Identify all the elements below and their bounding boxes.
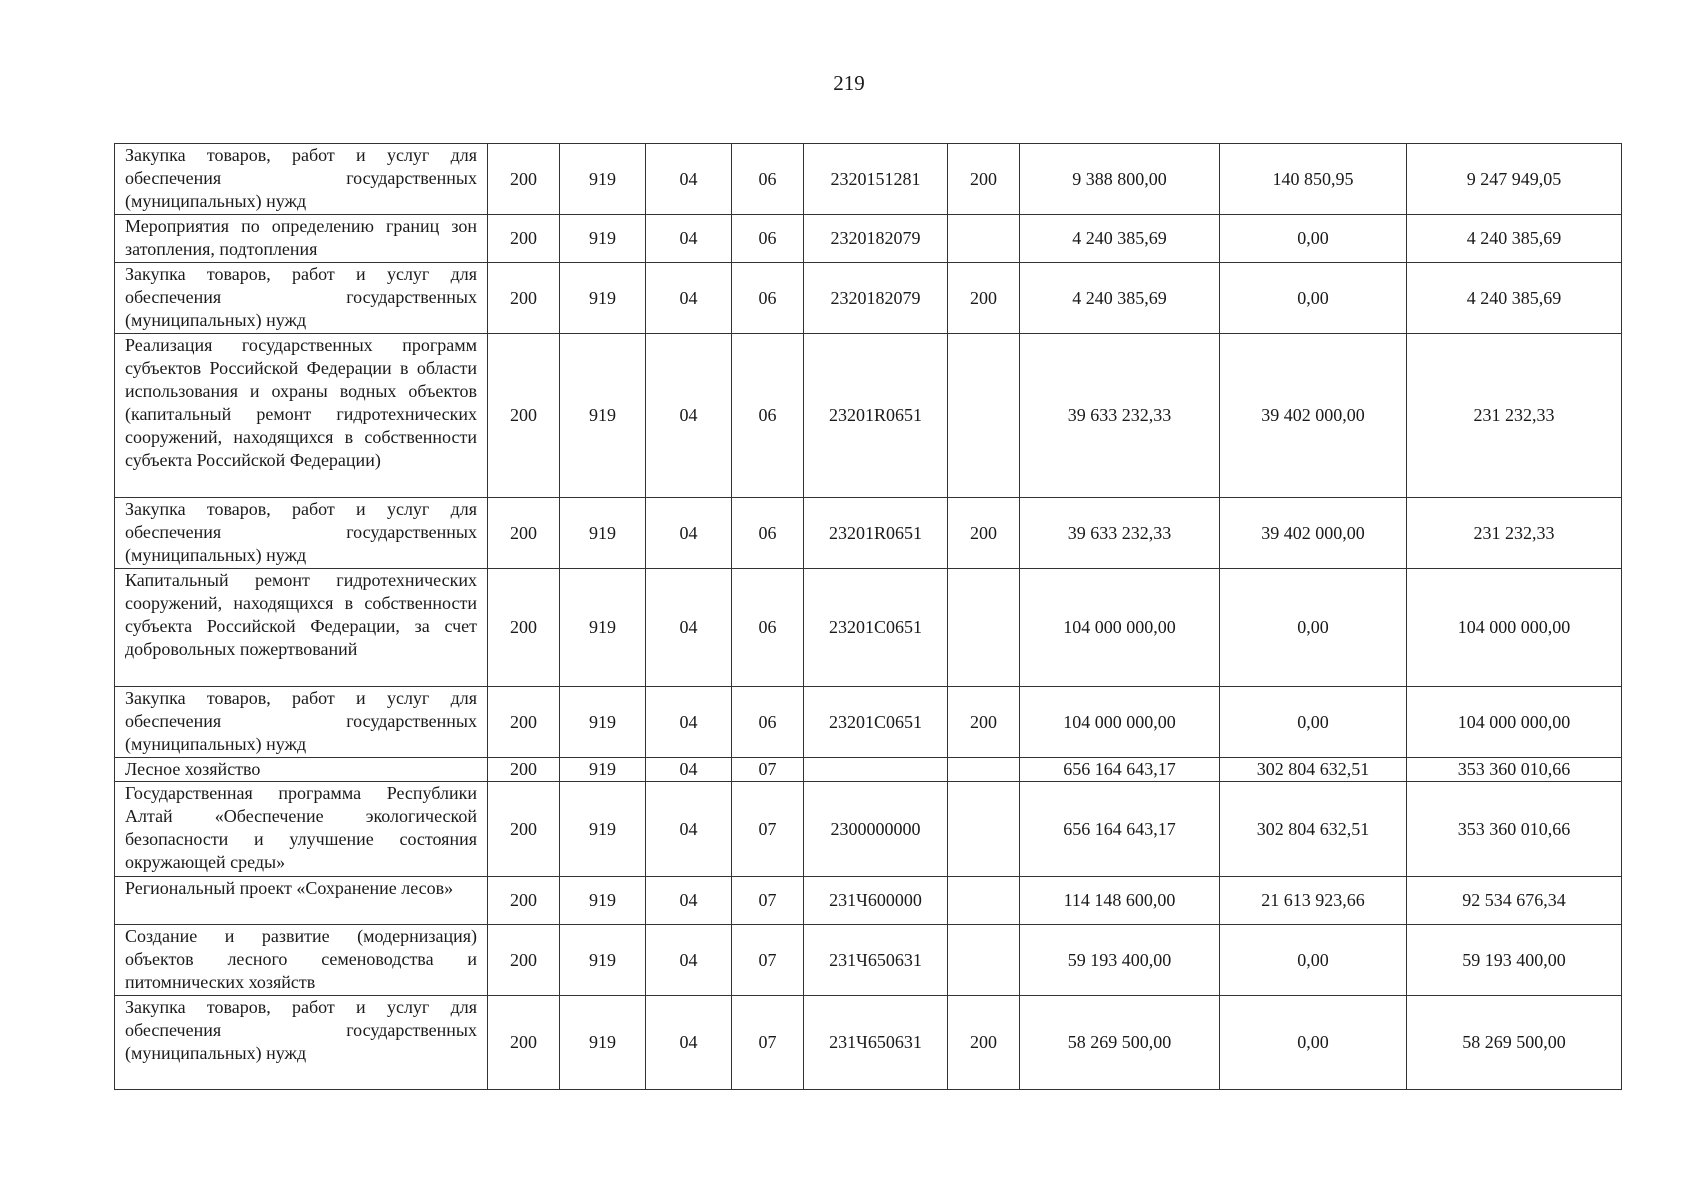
cell-amount-3: 4 240 385,69 (1407, 263, 1622, 334)
cell-target-code: 23201R0651 (804, 498, 948, 569)
cell-code-1: 200 (488, 758, 560, 782)
cell-section: 04 (646, 925, 732, 996)
table-row (115, 498, 1622, 569)
cell-expense-type: 200 (948, 263, 1020, 334)
cell-target-code: 231Ч650631 (804, 925, 948, 996)
cell-code-1: 200 (488, 877, 560, 925)
cell-expense-type (948, 569, 1020, 687)
cell-amount-1: 58 269 500,00 (1020, 996, 1220, 1090)
cell-target-code: 2320182079 (804, 215, 948, 263)
cell-expense-type: 200 (948, 996, 1020, 1090)
cell-target-code: 2300000000 (804, 782, 948, 877)
cell-code-2: 919 (560, 925, 646, 996)
cell-code-2: 919 (560, 758, 646, 782)
cell-amount-3: 353 360 010,66 (1407, 782, 1622, 877)
cell-amount-3: 59 193 400,00 (1407, 925, 1622, 996)
cell-target-code: 23201С0651 (804, 569, 948, 687)
cell-amount-1: 656 164 643,17 (1020, 758, 1220, 782)
cell-amount-2: 0,00 (1220, 569, 1407, 687)
cell-amount-1: 9 388 800,00 (1020, 144, 1220, 215)
cell-code-2: 919 (560, 877, 646, 925)
cell-subsection: 07 (732, 758, 804, 782)
cell-amount-3: 104 000 000,00 (1407, 687, 1622, 758)
cell-section: 04 (646, 263, 732, 334)
table-row (115, 996, 1622, 1090)
cell-code-1: 200 (488, 334, 560, 498)
budget-table (114, 143, 1622, 1090)
cell-amount-3: 104 000 000,00 (1407, 569, 1622, 687)
cell-amount-1: 104 000 000,00 (1020, 569, 1220, 687)
cell-amount-2: 0,00 (1220, 215, 1407, 263)
cell-code-2: 919 (560, 782, 646, 877)
cell-subsection: 07 (732, 877, 804, 925)
cell-section: 04 (646, 877, 732, 925)
cell-section: 04 (646, 687, 732, 758)
cell-subsection: 06 (732, 263, 804, 334)
cell-name: Капитальный ремонт гидротехнических сооружений, находящихся в собственности субъекта Российской Федерации, за счет добровольных пожертвований (115, 569, 488, 687)
cell-target-code: 231Ч650631 (804, 996, 948, 1090)
cell-amount-2: 302 804 632,51 (1220, 758, 1407, 782)
cell-name: Региональный проект «Сохранение лесов» (115, 877, 488, 925)
cell-amount-3: 4 240 385,69 (1407, 215, 1622, 263)
cell-code-1: 200 (488, 782, 560, 877)
cell-section: 04 (646, 144, 732, 215)
cell-name: Создание и развитие (модернизация) объектов лесного семеноводства и питомнических хозяйств (115, 925, 488, 996)
cell-amount-2: 0,00 (1220, 263, 1407, 334)
table-row (115, 877, 1622, 925)
cell-code-1: 200 (488, 498, 560, 569)
cell-code-2: 919 (560, 334, 646, 498)
cell-code-1: 200 (488, 925, 560, 996)
cell-expense-type: 200 (948, 498, 1020, 569)
cell-code-2: 919 (560, 569, 646, 687)
cell-code-2: 919 (560, 996, 646, 1090)
cell-target-code (804, 758, 948, 782)
cell-code-1: 200 (488, 569, 560, 687)
cell-section: 04 (646, 782, 732, 877)
cell-name: Лесное хозяйство (115, 758, 488, 782)
cell-amount-1: 39 633 232,33 (1020, 334, 1220, 498)
table-row (115, 758, 1622, 782)
cell-expense-type (948, 334, 1020, 498)
cell-expense-type (948, 877, 1020, 925)
cell-section: 04 (646, 996, 732, 1090)
table-row (115, 215, 1622, 263)
table-row (115, 334, 1622, 498)
cell-subsection: 06 (732, 334, 804, 498)
cell-subsection: 06 (732, 498, 804, 569)
cell-code-1: 200 (488, 996, 560, 1090)
cell-amount-2: 21 613 923,66 (1220, 877, 1407, 925)
cell-expense-type (948, 925, 1020, 996)
table-row (115, 263, 1622, 334)
cell-amount-2: 39 402 000,00 (1220, 334, 1407, 498)
cell-code-1: 200 (488, 215, 560, 263)
cell-expense-type (948, 782, 1020, 877)
cell-name: Закупка товаров, работ и услуг для обеспечения государственных (муниципальных) нужд (115, 263, 488, 334)
table-row (115, 782, 1622, 877)
cell-subsection: 07 (732, 782, 804, 877)
cell-amount-1: 4 240 385,69 (1020, 263, 1220, 334)
cell-expense-type (948, 215, 1020, 263)
cell-code-2: 919 (560, 215, 646, 263)
cell-target-code: 23201R0651 (804, 334, 948, 498)
cell-amount-1: 104 000 000,00 (1020, 687, 1220, 758)
cell-amount-2: 0,00 (1220, 996, 1407, 1090)
cell-subsection: 06 (732, 687, 804, 758)
cell-code-2: 919 (560, 498, 646, 569)
table-body (115, 144, 1622, 1090)
cell-code-2: 919 (560, 144, 646, 215)
cell-section: 04 (646, 215, 732, 263)
cell-section: 04 (646, 334, 732, 498)
cell-name: Закупка товаров, работ и услуг для обеспечения государственных (муниципальных) нужд (115, 498, 488, 569)
cell-amount-2: 0,00 (1220, 925, 1407, 996)
cell-code-2: 919 (560, 263, 646, 334)
cell-expense-type: 200 (948, 144, 1020, 215)
cell-amount-1: 4 240 385,69 (1020, 215, 1220, 263)
cell-name: Государственная программа Республики Алтай «Обеспечение экологической безопасности и улучшение состояния окружающей среды» (115, 782, 488, 877)
table-row (115, 687, 1622, 758)
cell-target-code: 23201С0651 (804, 687, 948, 758)
cell-amount-3: 9 247 949,05 (1407, 144, 1622, 215)
cell-subsection: 06 (732, 144, 804, 215)
cell-amount-1: 114 148 600,00 (1020, 877, 1220, 925)
cell-amount-3: 58 269 500,00 (1407, 996, 1622, 1090)
cell-code-1: 200 (488, 263, 560, 334)
table-row (115, 144, 1622, 215)
cell-target-code: 2320182079 (804, 263, 948, 334)
cell-section: 04 (646, 569, 732, 687)
cell-amount-2: 140 850,95 (1220, 144, 1407, 215)
cell-amount-1: 59 193 400,00 (1020, 925, 1220, 996)
cell-amount-3: 353 360 010,66 (1407, 758, 1622, 782)
cell-amount-1: 656 164 643,17 (1020, 782, 1220, 877)
cell-name: Закупка товаров, работ и услуг для обеспечения государственных (муниципальных) нужд (115, 687, 488, 758)
cell-amount-3: 231 232,33 (1407, 498, 1622, 569)
cell-name: Реализация государственных программ субъектов Российской Федерации в области использования и охраны водных объектов (капитальный ремонт гидротехнических сооружений, находящихся в собственности субъекта Российской Федерации) (115, 334, 488, 498)
cell-section: 04 (646, 498, 732, 569)
page-number: 219 (833, 71, 865, 95)
cell-subsection: 06 (732, 215, 804, 263)
cell-amount-3: 92 534 676,34 (1407, 877, 1622, 925)
cell-expense-type: 200 (948, 687, 1020, 758)
cell-code-1: 200 (488, 687, 560, 758)
cell-subsection: 06 (732, 569, 804, 687)
cell-name: Мероприятия по определению границ зон затопления, подтопления (115, 215, 488, 263)
cell-amount-3: 231 232,33 (1407, 334, 1622, 498)
cell-name: Закупка товаров, работ и услуг для обеспечения государственных (муниципальных) нужд (115, 144, 488, 215)
table-row (115, 569, 1622, 687)
cell-target-code: 2320151281 (804, 144, 948, 215)
cell-code-2: 919 (560, 687, 646, 758)
cell-amount-2: 302 804 632,51 (1220, 782, 1407, 877)
cell-subsection: 07 (732, 996, 804, 1090)
cell-target-code: 231Ч600000 (804, 877, 948, 925)
cell-code-1: 200 (488, 144, 560, 215)
cell-section: 04 (646, 758, 732, 782)
cell-amount-2: 39 402 000,00 (1220, 498, 1407, 569)
cell-subsection: 07 (732, 925, 804, 996)
cell-expense-type (948, 758, 1020, 782)
cell-amount-2: 0,00 (1220, 687, 1407, 758)
cell-name: Закупка товаров, работ и услуг для обеспечения государственных (муниципальных) нужд (115, 996, 488, 1090)
table-row (115, 925, 1622, 996)
cell-amount-1: 39 633 232,33 (1020, 498, 1220, 569)
